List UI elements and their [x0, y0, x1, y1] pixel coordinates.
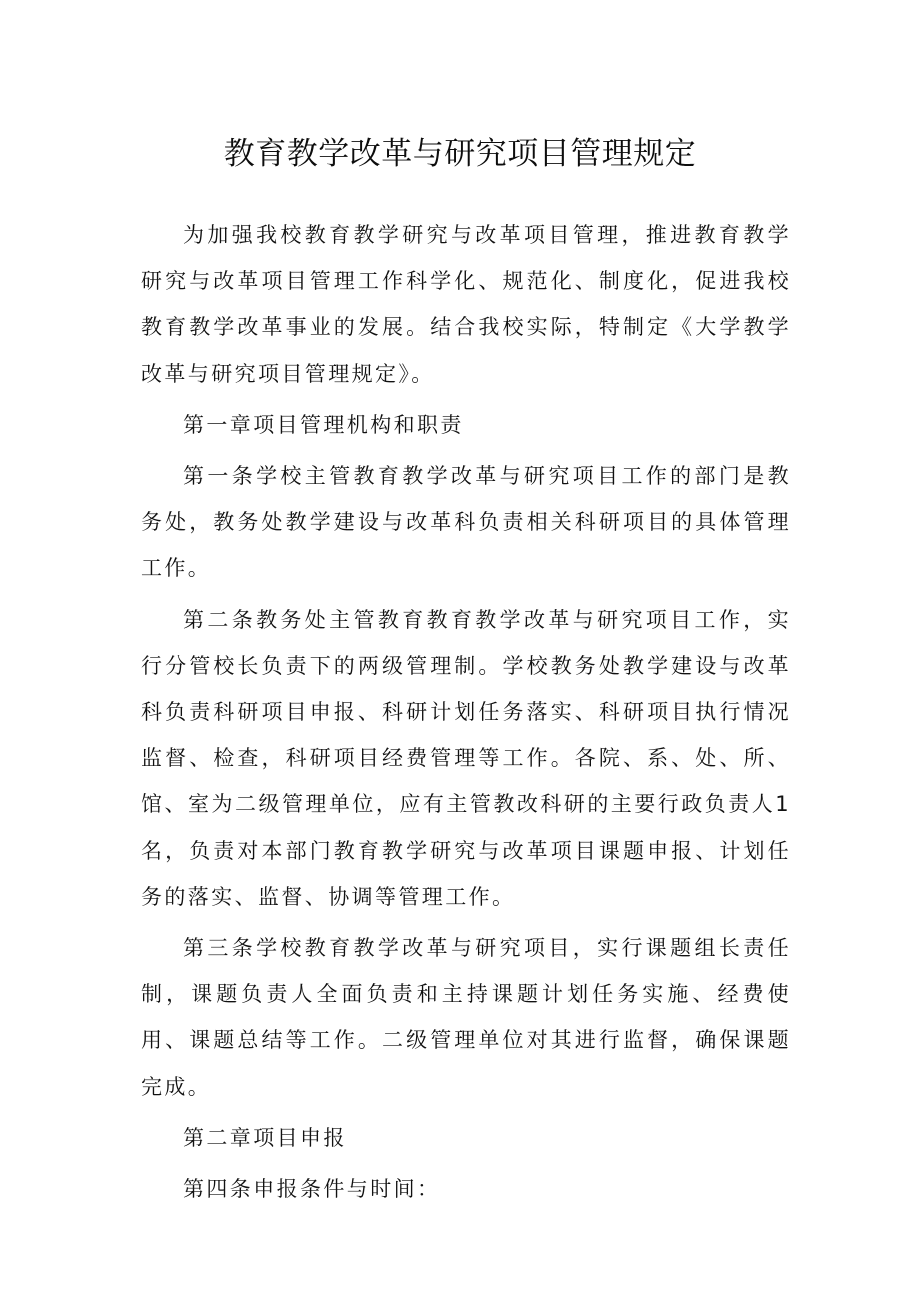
- article-4-paragraph: 第四条申报条件与时间：: [183, 1177, 441, 1202]
- document-title: 教育教学改革与研究项目管理规定: [223, 136, 697, 172]
- article-3-paragraph: 第三条学校教育教学改革与研究项目，实行课题组长责任制，课题负责人全面负责和主持课题计划任务实施、经费使用、课题总结等工作。二级管理单位对其进行监督，确保课题完成。: [141, 936, 791, 1099]
- article-1-paragraph: 第一条学校主管教育教学改革与研究项目工作的部门是教务处，教务处教学建设与改革科负责相关科研项目的具体管理工作。: [141, 464, 791, 581]
- chapter-1-heading: 第一章项目管理机构和职责: [183, 412, 464, 437]
- chapter-2-heading: 第二章项目申报: [183, 1125, 347, 1150]
- document-body: [141, 212, 791, 1217]
- intro-paragraph: 为加强我校教育教学研究与改革项目管理，推进教育教学研究与改革项目管理工作科学化、规范化、制度化，促进我校教育教学改革事业的发展。结合我校实际，特制定《大学教学改革与研究项目管理规定》。: [141, 223, 791, 386]
- article-2-paragraph: 第二条教务处主管教育教育教学改革与研究项目工作，实行分管校长负责下的两级管理制。学校教务处教学建设与改革科负责科研项目申报、科研计划任务落实、科研项目执行情况监督、检查，科研项目经费管理等工作。各院、系、处、所、馆、室为二级管理单位，应有主管教改科研的主要行政负责人1名，负责对本部门教育教学研究与改革项目课题申报、计划任务的落实、监督、协调等管理工作。: [141, 607, 791, 909]
